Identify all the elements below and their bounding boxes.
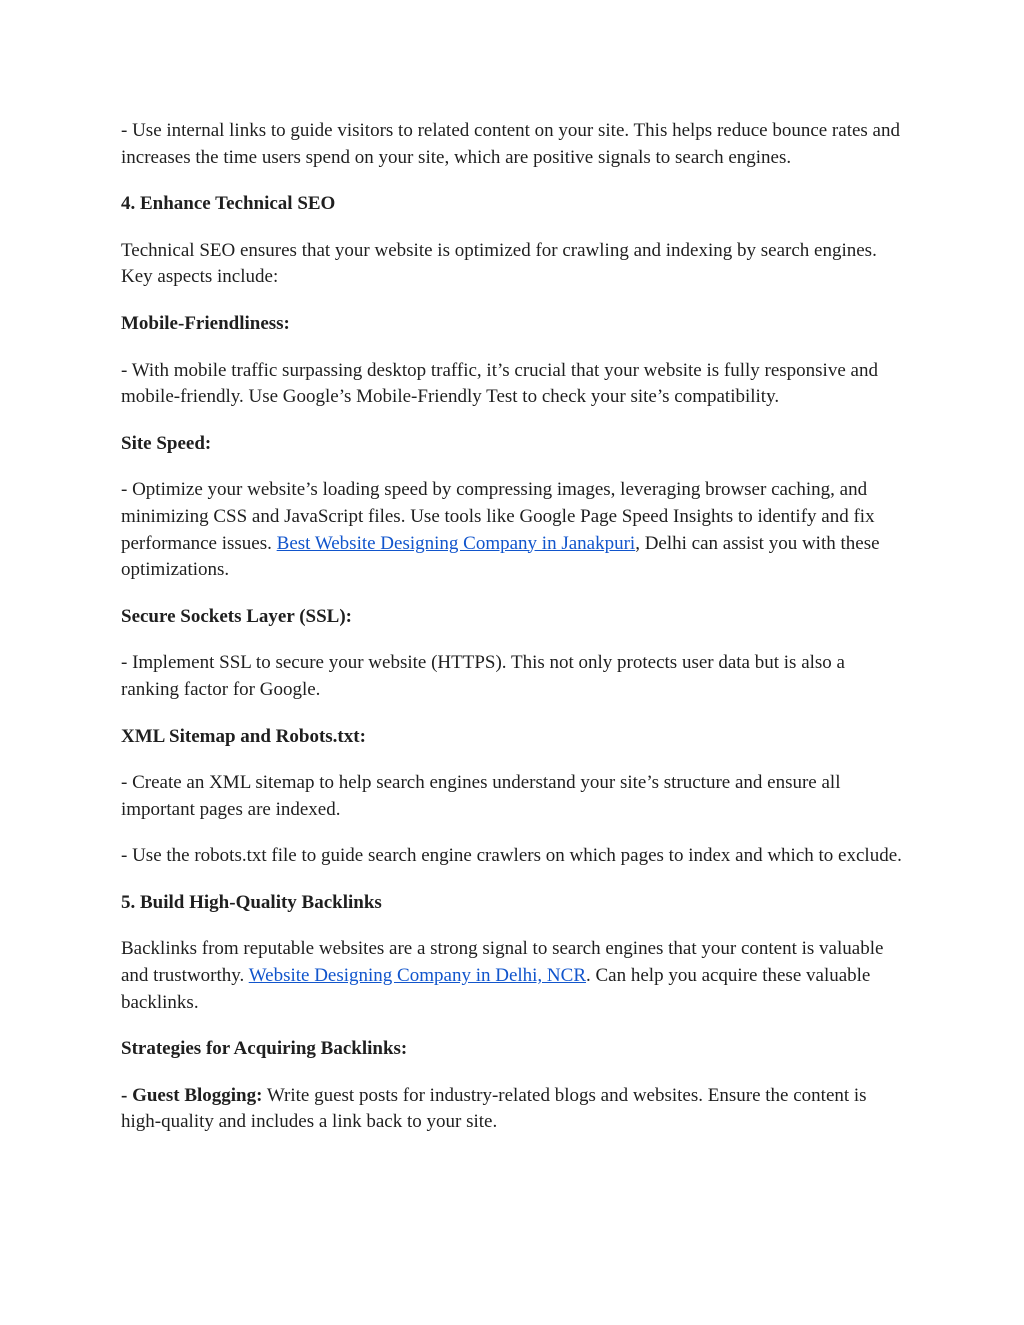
paragraph-technical-seo: Technical SEO ensures that your website is optimized for crawling and indexing by search engines. Key aspects include:	[121, 239, 877, 288]
guest-blogging-text: Write guest posts for industry-related blogs and websites. Ensure the content is high-quality and includes a link back to your site.	[121, 1084, 867, 1133]
paragraph-robots: - Use the robots.txt file to guide search engine crawlers on which pages to index and which to exclude.	[121, 845, 902, 867]
backlinks-text: Backlinks from reputable websites are a strong signal to search engines that your content is valuable and trustworthy.	[121, 938, 884, 987]
paragraph-internal-links: - Use internal links to guide visitors to related content on your site. This helps reduce bounce rates and increases the time users spend on your site, which are positive signals to search engines.	[121, 120, 900, 168]
paragraph-backlinks	[121, 936, 903, 1016]
link-janakpuri[interactable]: Best Website Designing Company in Janakpuri	[276, 532, 636, 554]
heading-site-speed: Site Speed:	[121, 432, 212, 454]
paragraph-guest-blogging	[121, 1083, 903, 1136]
heading-ssl: Secure Sockets Layer (SSL):	[121, 605, 352, 627]
paragraph-mobile-friendliness: - With mobile traffic surpassing desktop traffic, it’s crucial that your website is fully responsive and mobile-friendly. Use Google’s Mobile-Friendly Test to check your site’s compatibility.	[121, 359, 878, 408]
heading-technical-seo: 4. Enhance Technical SEO	[121, 193, 336, 215]
paragraph-sitemap: - Create an XML sitemap to help search engines understand your site’s structure and ensure all important pages are indexed.	[121, 772, 841, 820]
paragraph-site-speed	[121, 477, 903, 583]
backlinks-text-after: . Can help you acquire these valuable backlinks.	[121, 965, 871, 1013]
guest-blogging-label: - Guest Blogging:	[121, 1084, 263, 1106]
heading-backlinks: 5. Build High-Quality Backlinks	[121, 891, 382, 913]
paragraph-ssl: - Implement SSL to secure your website (HTTPS). This not only protects user data but is also a ranking factor for Google.	[121, 652, 845, 700]
link-delhi-ncr[interactable]: Website Designing Company in Delhi, NCR	[248, 965, 586, 987]
heading-mobile-friendliness: Mobile-Friendliness:	[121, 312, 290, 334]
site-speed-text-after: , Delhi can assist you with these optimizations.	[121, 532, 880, 581]
site-speed-text: - Optimize your website’s loading speed by compressing images, leveraging browser caching, and minimizing CSS and JavaScript files. Use tools like Google Page Speed Insights to identify and fix performance issues.	[121, 479, 875, 554]
heading-strategies: Strategies for Acquiring Backlinks:	[121, 1038, 408, 1060]
heading-sitemap-robots: XML Sitemap and Robots.txt:	[121, 725, 366, 747]
document-body	[121, 118, 903, 1156]
